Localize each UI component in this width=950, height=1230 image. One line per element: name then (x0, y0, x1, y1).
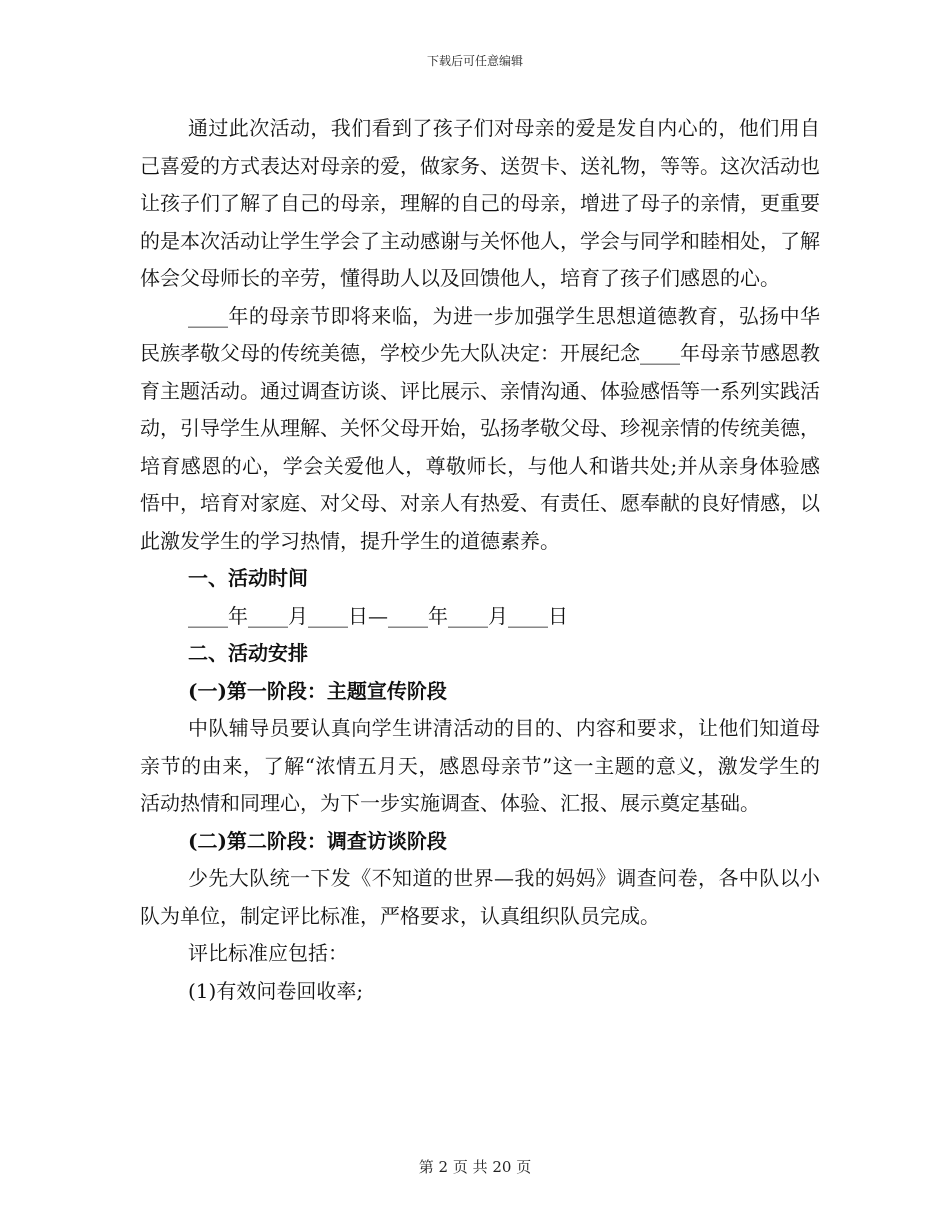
heading-activity-time: 一、活动时间 (188, 566, 308, 590)
paragraph-stage-one: 中队辅导员要认真向学生讲清活动的目的、内容和要求，让他们知道母亲节的由来，了解“浓情五月天，感恩母亲节”这一主题的意义，激发学生的活动热情和同理心，为下一步实施调查、体验、汇报、展示奠定基础。 (140, 716, 820, 815)
page-footer: 第 2 页 共 20 页 (418, 1158, 532, 1176)
activity-date-range: ____年____月____日—____年____月____日 (188, 603, 568, 628)
document-body (140, 110, 820, 1010)
criteria-intro: 评比标准应包括： (188, 941, 348, 965)
heading-stage-one: (一)第一阶段：主题宣传阶段 (188, 678, 447, 703)
paragraph-intro: ____年的母亲节即将来临，为进一步加强学生思想道德教育，弘扬中华民族孝敬父母的传统美德，学校少先大队决定：开展纪念____年母亲节感恩教育主题活动。通过调查访谈、评比展示、亲情沟通、体验感悟等一系列实践活动，引导学生从理解、关怀父母开始，弘扬孝敬父母、珍视亲情的传统美德，培育感恩的心，学会关爱他人，尊敬师长，与他人和谐共处;并从亲身体验感悟中，培育对家庭、对父母、对亲人有热爱、有责任、愿奉献的良好情感，以此激发学生的学习热情，提升学生的道德素养。 (140, 303, 820, 553)
paragraph-stage-two: 少先大队统一下发《不知道的世界—我的妈妈》调查问卷，各中队以小队为单位，制定评比标准，严格要求，认真组织队员完成。 (140, 866, 820, 928)
heading-stage-two: (二)第二阶段：调查访谈阶段 (188, 828, 447, 853)
page-header: 下载后可任意编辑 (426, 54, 523, 68)
criteria-item-1: (1)有效问卷回收率; (188, 978, 364, 1003)
paragraph-summary: 通过此次活动，我们看到了孩子们对母亲的爱是发自内心的，他们用自己喜爱的方式表达对母亲的爱，做家务、送贺卡、送礼物，等等。这次活动也让孩子们了解了自己的母亲，理解的自己的母亲，增进了母子的亲情，更重要的是本次活动让学生学会了主动感谢与关怀他人，学会与同学和睦相处，了解体会父母师长的辛劳，懂得助人以及回馈他人，培育了孩子们感恩的心。 (140, 116, 820, 290)
heading-activity-arrangement: 二、活动安排 (188, 641, 308, 665)
